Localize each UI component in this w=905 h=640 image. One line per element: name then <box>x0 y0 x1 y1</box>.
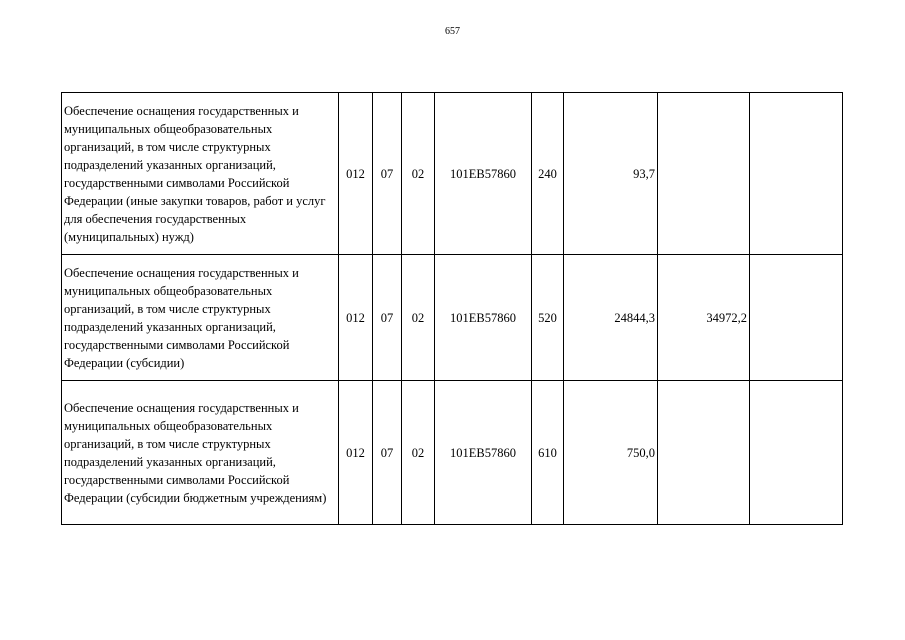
expense-type-cell: 610 <box>532 381 564 525</box>
table-row <box>62 381 843 525</box>
table-row <box>62 255 843 381</box>
amount-3-cell <box>750 93 843 255</box>
expense-type-cell: 240 <box>532 93 564 255</box>
expense-name-cell: Обеспечение оснащения государственных и муниципальных общеобразовательных организаций, в том числе структурных подразделений указанных организаций, государственными символами Российской Федерации (субсидии) <box>62 255 339 381</box>
amount-2-cell <box>658 381 750 525</box>
expense-name-cell: Обеспечение оснащения государственных и муниципальных общеобразовательных организаций, в том числе структурных подразделений указанных организаций, государственными символами Российской Федерации (субсидии бюджетным учреждениям) <box>62 381 339 525</box>
amount-1-cell: 93,7 <box>564 93 658 255</box>
amount-1-cell: 24844,3 <box>564 255 658 381</box>
target-article-cell: 101EB57860 <box>435 255 532 381</box>
ministry-code-cell: 012 <box>339 255 373 381</box>
table-row <box>62 93 843 255</box>
section-code-cell: 07 <box>373 93 402 255</box>
amount-3-cell <box>750 381 843 525</box>
budget-table <box>61 92 843 525</box>
amount-1-cell: 750,0 <box>564 381 658 525</box>
subsection-code-cell: 02 <box>402 381 435 525</box>
ministry-code-cell: 012 <box>339 381 373 525</box>
subsection-code-cell: 02 <box>402 255 435 381</box>
expense-type-cell: 520 <box>532 255 564 381</box>
expense-name-cell: Обеспечение оснащения государственных и муниципальных общеобразовательных организаций, в том числе структурных подразделений указанных организаций, государственными символами Российской Федерации (иные закупки товаров, работ и услуг для обеспечения государственных (муниципальных) нужд) <box>62 93 339 255</box>
amount-2-cell: 34972,2 <box>658 255 750 381</box>
ministry-code-cell: 012 <box>339 93 373 255</box>
target-article-cell: 101EB57860 <box>435 381 532 525</box>
amount-2-cell <box>658 93 750 255</box>
amount-3-cell <box>750 255 843 381</box>
target-article-cell: 101EB57860 <box>435 93 532 255</box>
section-code-cell: 07 <box>373 255 402 381</box>
section-code-cell: 07 <box>373 381 402 525</box>
subsection-code-cell: 02 <box>402 93 435 255</box>
page-number: 657 <box>445 26 460 37</box>
